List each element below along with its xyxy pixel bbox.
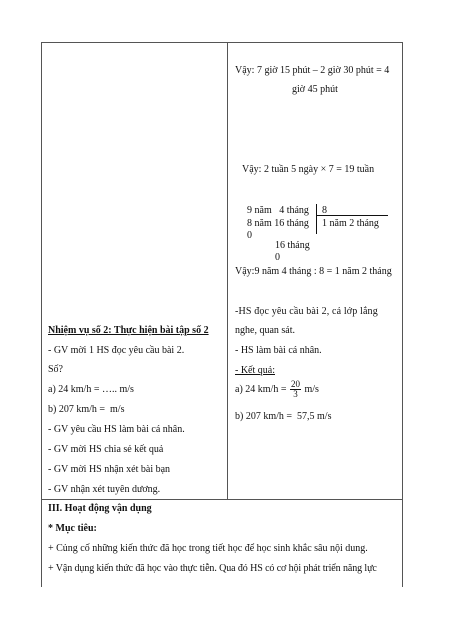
division-row-4: 16 tháng [275,240,310,251]
table-border-left [41,42,42,587]
column-divider [227,42,228,499]
hs-read-line2: nghe, quan sát. [235,325,295,336]
row-divider [41,499,403,500]
goal-line-1: + Củng cố những kiến thức đã học trong tiết học để học sinh khắc sâu nội dung. [48,543,368,554]
answer-a-unit: m/s [304,384,319,395]
answer-a-prefix: a) 24 km/h = [235,384,287,395]
left-line-1: - GV mời 1 HS đọc yêu cầu bài 2. [48,345,185,356]
goal-label: * Mục tiêu: [48,523,97,534]
result-week-multiplication: Vậy: 2 tuần 5 ngày × 7 = 19 tuần [242,164,375,175]
goal-line-2: + Vận dụng kiến thức đã học vào thực tiễn. Qua đó HS có cơ hội phát triển năng lực [48,563,377,574]
answer-a-fraction [290,380,301,399]
division-row-2: 8 năm 16 tháng [247,218,309,229]
answer-a-numerator: 20 [290,379,300,390]
left-line-2: Số? [48,364,63,375]
division-row-3: 0 [247,230,252,241]
left-line-5: - GV yêu cầu HS làm bài cá nhân. [48,424,185,435]
left-line-3: a) 24 km/h = ….. m/s [48,384,134,395]
result-time-subtraction-line2: giờ 45 phút [292,84,338,95]
table-border-top [41,42,403,43]
division-vertical-bar [316,204,317,234]
left-line-6: - GV mời HS chia sẻ kết quả [48,444,164,455]
result-time-subtraction-line1: Vậy: 7 giờ 15 phút – 2 giờ 30 phút = 4 [235,65,390,76]
left-line-7: - GV mời HS nhận xét bài bạn [48,464,171,475]
answer-b: b) 207 km/h = 57,5 m/s [235,411,332,422]
division-divisor: 8 [322,205,327,216]
table-border-right [402,42,403,587]
division-quotient: 1 năm 2 tháng [322,218,379,229]
answer-a [235,380,319,400]
task-2-title: Nhiệm vụ số 2: Thực hiện bài tập số 2 [48,325,209,336]
division-row-1: 9 năm 4 tháng [247,205,309,216]
hs-read-line1: -HS đọc yêu cầu bài 2, cả lớp lắng [235,306,378,317]
result-label: - Kết quả: [235,365,275,376]
left-line-8: - GV nhận xét tuyên dương. [48,484,161,495]
section-3-heading: III. Hoạt động vận dụng [48,503,152,514]
hs-work: - HS làm bài cá nhân. [235,345,322,356]
left-line-4: b) 207 km/h = m/s [48,404,125,415]
result-year-division: Vậy:9 năm 4 tháng : 8 = 1 năm 2 tháng [235,266,392,277]
division-row-5: 0 [275,252,280,263]
answer-a-denominator: 3 [293,389,298,400]
